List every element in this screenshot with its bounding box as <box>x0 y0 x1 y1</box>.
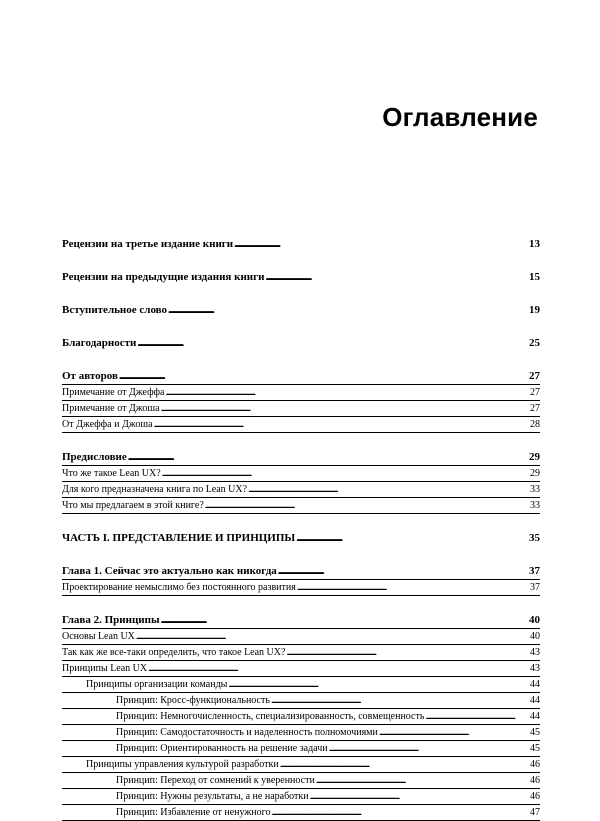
toc-dot-leader <box>162 466 529 481</box>
toc-entry[interactable] <box>62 449 540 466</box>
toc-entry-title: От авторов <box>62 370 118 382</box>
toc-dot-leader <box>265 269 528 286</box>
toc-entry-page-number: 13 <box>529 238 540 250</box>
toc-entry-page-number: 33 <box>530 484 540 495</box>
toc-entry-title: Принцип: Переход от сомнений к уверенности <box>116 775 315 786</box>
toc-entry[interactable] <box>62 629 540 645</box>
toc-dot-leader <box>128 449 528 465</box>
toc-entry-page-number: 15 <box>529 271 540 283</box>
toc-dot-leader <box>296 530 528 547</box>
toc-entry-title: Принципы организации команды <box>86 679 228 690</box>
toc-entry-page-number: 28 <box>530 419 540 430</box>
toc-entry-title: Для кого предназначена книга по Lean UX? <box>62 484 248 495</box>
toc-entry-page-number: 43 <box>530 647 540 658</box>
toc-entry-title: Принципы управления культурой разработки <box>86 759 279 770</box>
toc-entry-title: Примечание от Джеффа <box>62 387 165 398</box>
toc-dot-leader <box>310 789 529 804</box>
toc-entry-title: Принципы Lean UX <box>62 663 148 674</box>
toc-entry-page-number: 37 <box>530 582 540 593</box>
toc-entry[interactable] <box>62 368 540 385</box>
toc-entry-title: Глава 1. Сейчас это актуально как никогда <box>62 565 277 577</box>
toc-dot-leader <box>329 741 529 756</box>
toc-entry[interactable] <box>62 302 540 319</box>
toc-entry-page-number: 43 <box>530 663 540 674</box>
toc-entry[interactable] <box>62 773 540 789</box>
toc-dot-leader <box>148 661 529 676</box>
toc-entry[interactable] <box>62 530 540 547</box>
toc-entry-page-number: 46 <box>530 759 540 770</box>
toc-dot-leader <box>297 580 529 595</box>
toc-entry[interactable] <box>62 709 540 725</box>
toc-entry-page-number: 29 <box>529 451 540 463</box>
toc-entry[interactable] <box>62 498 540 514</box>
toc-entry-page-number: 29 <box>530 468 540 479</box>
toc-entry-page-number: 46 <box>530 775 540 786</box>
toc-entry-title: Рецензии на третье издание книги <box>62 238 234 250</box>
toc-dot-leader <box>234 236 528 253</box>
toc-entry-title: От Джеффа и Джоша <box>62 419 153 430</box>
table-of-contents <box>62 236 540 821</box>
toc-dot-leader <box>136 629 529 644</box>
toc-entry-title: Благодарности <box>62 337 137 349</box>
toc-dot-leader <box>379 725 529 740</box>
toc-dot-leader <box>137 335 528 352</box>
toc-entry-page-number: 47 <box>530 807 540 818</box>
toc-entry[interactable] <box>62 789 540 805</box>
toc-entry-title: Глава 2. Принципы <box>62 614 160 626</box>
toc-dot-leader <box>248 482 529 497</box>
toc-entry-page-number: 37 <box>529 565 540 577</box>
toc-dot-leader <box>425 709 529 724</box>
toc-entry-title: Принцип: Кросс-функциональность <box>116 695 270 706</box>
toc-entry-page-number: 44 <box>530 679 540 690</box>
toc-entry[interactable] <box>62 401 540 417</box>
toc-entry-page-number: 25 <box>529 337 540 349</box>
toc-entry[interactable] <box>62 725 540 741</box>
toc-entry-page-number: 46 <box>530 791 540 802</box>
toc-dot-leader <box>205 498 529 513</box>
toc-entry-page-number: 44 <box>530 711 540 722</box>
toc-dot-leader <box>119 368 528 384</box>
toc-entry-title: Что же такое Lean UX? <box>62 468 161 479</box>
toc-entry-title: Принцип: Избавление от ненужного <box>116 807 271 818</box>
toc-entry-title: Примечание от Джоша <box>62 403 160 414</box>
toc-entry-title: Проектирование немыслимо без постоянного развития <box>62 582 296 593</box>
toc-dot-leader <box>161 401 529 416</box>
toc-entry-title: Что мы предлагаем в этой книге? <box>62 500 204 511</box>
toc-entry-title: Рецензии на предыдущие издания книги <box>62 271 265 283</box>
toc-entry-title: Вступительное слово <box>62 304 168 316</box>
toc-entry[interactable] <box>62 645 540 661</box>
toc-dot-leader <box>161 612 528 628</box>
toc-entry[interactable] <box>62 693 540 709</box>
toc-dot-leader <box>154 417 529 432</box>
toc-entry[interactable] <box>62 563 540 580</box>
toc-entry-title: Так как же все-таки определить, что такое Lean UX? <box>62 647 286 658</box>
toc-entry-title: Основы Lean UX <box>62 631 135 642</box>
toc-entry-page-number: 19 <box>529 304 540 316</box>
toc-dot-leader <box>165 385 529 400</box>
toc-dot-leader <box>278 563 528 579</box>
toc-entry-page-number: 27 <box>530 403 540 414</box>
toc-entry[interactable] <box>62 805 540 821</box>
toc-entry[interactable] <box>62 269 540 286</box>
toc-entry[interactable] <box>62 236 540 253</box>
toc-dot-leader <box>271 805 529 820</box>
toc-entry-page-number: 40 <box>530 631 540 642</box>
toc-entry-page-number: 27 <box>530 387 540 398</box>
toc-entry[interactable] <box>62 677 540 693</box>
toc-entry[interactable] <box>62 741 540 757</box>
toc-entry[interactable] <box>62 580 540 596</box>
toc-entry-page-number: 33 <box>530 500 540 511</box>
toc-dot-leader <box>168 302 528 319</box>
toc-entry[interactable] <box>62 757 540 773</box>
toc-entry-page-number: 44 <box>530 695 540 706</box>
toc-entry[interactable] <box>62 385 540 401</box>
toc-entry-page-number: 27 <box>529 370 540 382</box>
toc-entry-page-number: 45 <box>530 743 540 754</box>
toc-dot-leader <box>271 693 529 708</box>
toc-entry[interactable] <box>62 612 540 629</box>
toc-entry-page-number: 45 <box>530 727 540 738</box>
toc-entry[interactable] <box>62 482 540 498</box>
toc-dot-leader <box>280 757 529 772</box>
toc-entry-page-number: 35 <box>529 532 540 544</box>
toc-dot-leader <box>286 645 529 660</box>
toc-entry-title: Предисловие <box>62 451 127 463</box>
toc-entry-title: Принцип: Нужны результаты, а не наработки <box>116 791 309 802</box>
toc-entry[interactable] <box>62 417 540 433</box>
toc-entry-title: Принцип: Немногочисленность, специализированность, совмещенность <box>116 711 425 722</box>
toc-dot-leader <box>316 773 529 788</box>
toc-dot-leader <box>228 677 529 692</box>
page-title: Оглавление <box>382 102 538 132</box>
toc-entry[interactable] <box>62 661 540 677</box>
toc-entry[interactable] <box>62 466 540 482</box>
toc-entry[interactable] <box>62 335 540 352</box>
toc-entry-title: Принцип: Самодостаточность и наделенность полномочиями <box>116 727 378 738</box>
toc-entry-page-number: 40 <box>529 614 540 626</box>
toc-entry-title: ЧАСТЬ I. ПРЕДСТАВЛЕНИЕ И ПРИНЦИПЫ <box>62 532 296 544</box>
toc-entry-title: Принцип: Ориентированность на решение задачи <box>116 743 328 754</box>
